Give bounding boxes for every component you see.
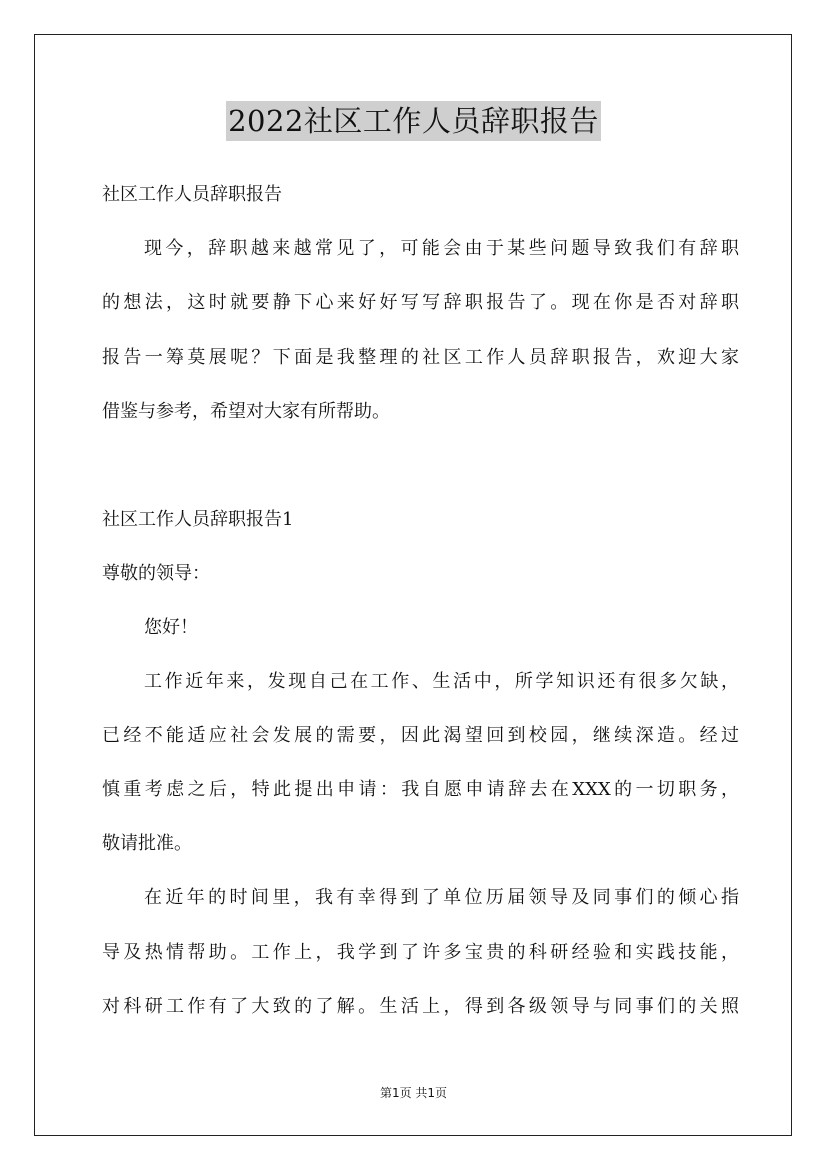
document-title: 2022社区工作人员辞职报告 xyxy=(226,101,601,141)
paragraph-line: 导及热情帮助。工作上，我学到了许多宝贵的科研经验和实践技能， xyxy=(102,942,739,963)
intro-line: 借鉴与参考，希望对大家有所帮助。 xyxy=(102,401,390,422)
paragraph-line: 对科研工作有了大致的了解。生活上，得到各级领导与同事们的关照 xyxy=(102,996,739,1017)
paragraph-line: 工作近年来，发现自己在工作、生活中，所学知识还有很多欠缺， xyxy=(144,671,739,692)
intro-line: 报告一筹莫展呢？下面是我整理的社区工作人员辞职报告，欢迎大家 xyxy=(102,347,739,368)
intro-line: 现今，辞职越来越常见了，可能会由于某些问题导致我们有辞职 xyxy=(144,238,739,259)
section-title: 社区工作人员辞职报告1 xyxy=(102,509,294,530)
paragraph-line: 敬请批准。 xyxy=(102,833,192,854)
paragraph-line: 慎重考虑之后，特此提出申请：我自愿申请辞去在XXX的一切职务， xyxy=(102,779,739,800)
intro-line: 的想法，这时就要静下心来好好写写辞职报告了。现在你是否对辞职 xyxy=(102,292,739,313)
paragraph-line: 已经不能适应社会发展的需要，因此渴望回到校园，继续深造。经过 xyxy=(102,725,739,746)
document-subtitle: 社区工作人员辞职报告 xyxy=(102,184,282,205)
title-container xyxy=(0,101,827,141)
greeting: 您好！ xyxy=(144,617,198,638)
salutation: 尊敬的领导： xyxy=(102,563,210,584)
page-footer: 第1页 共1页 xyxy=(379,1086,448,1100)
paragraph-line: 在近年的时间里，我有幸得到了单位历届领导及同事们的倾心指 xyxy=(144,887,739,908)
